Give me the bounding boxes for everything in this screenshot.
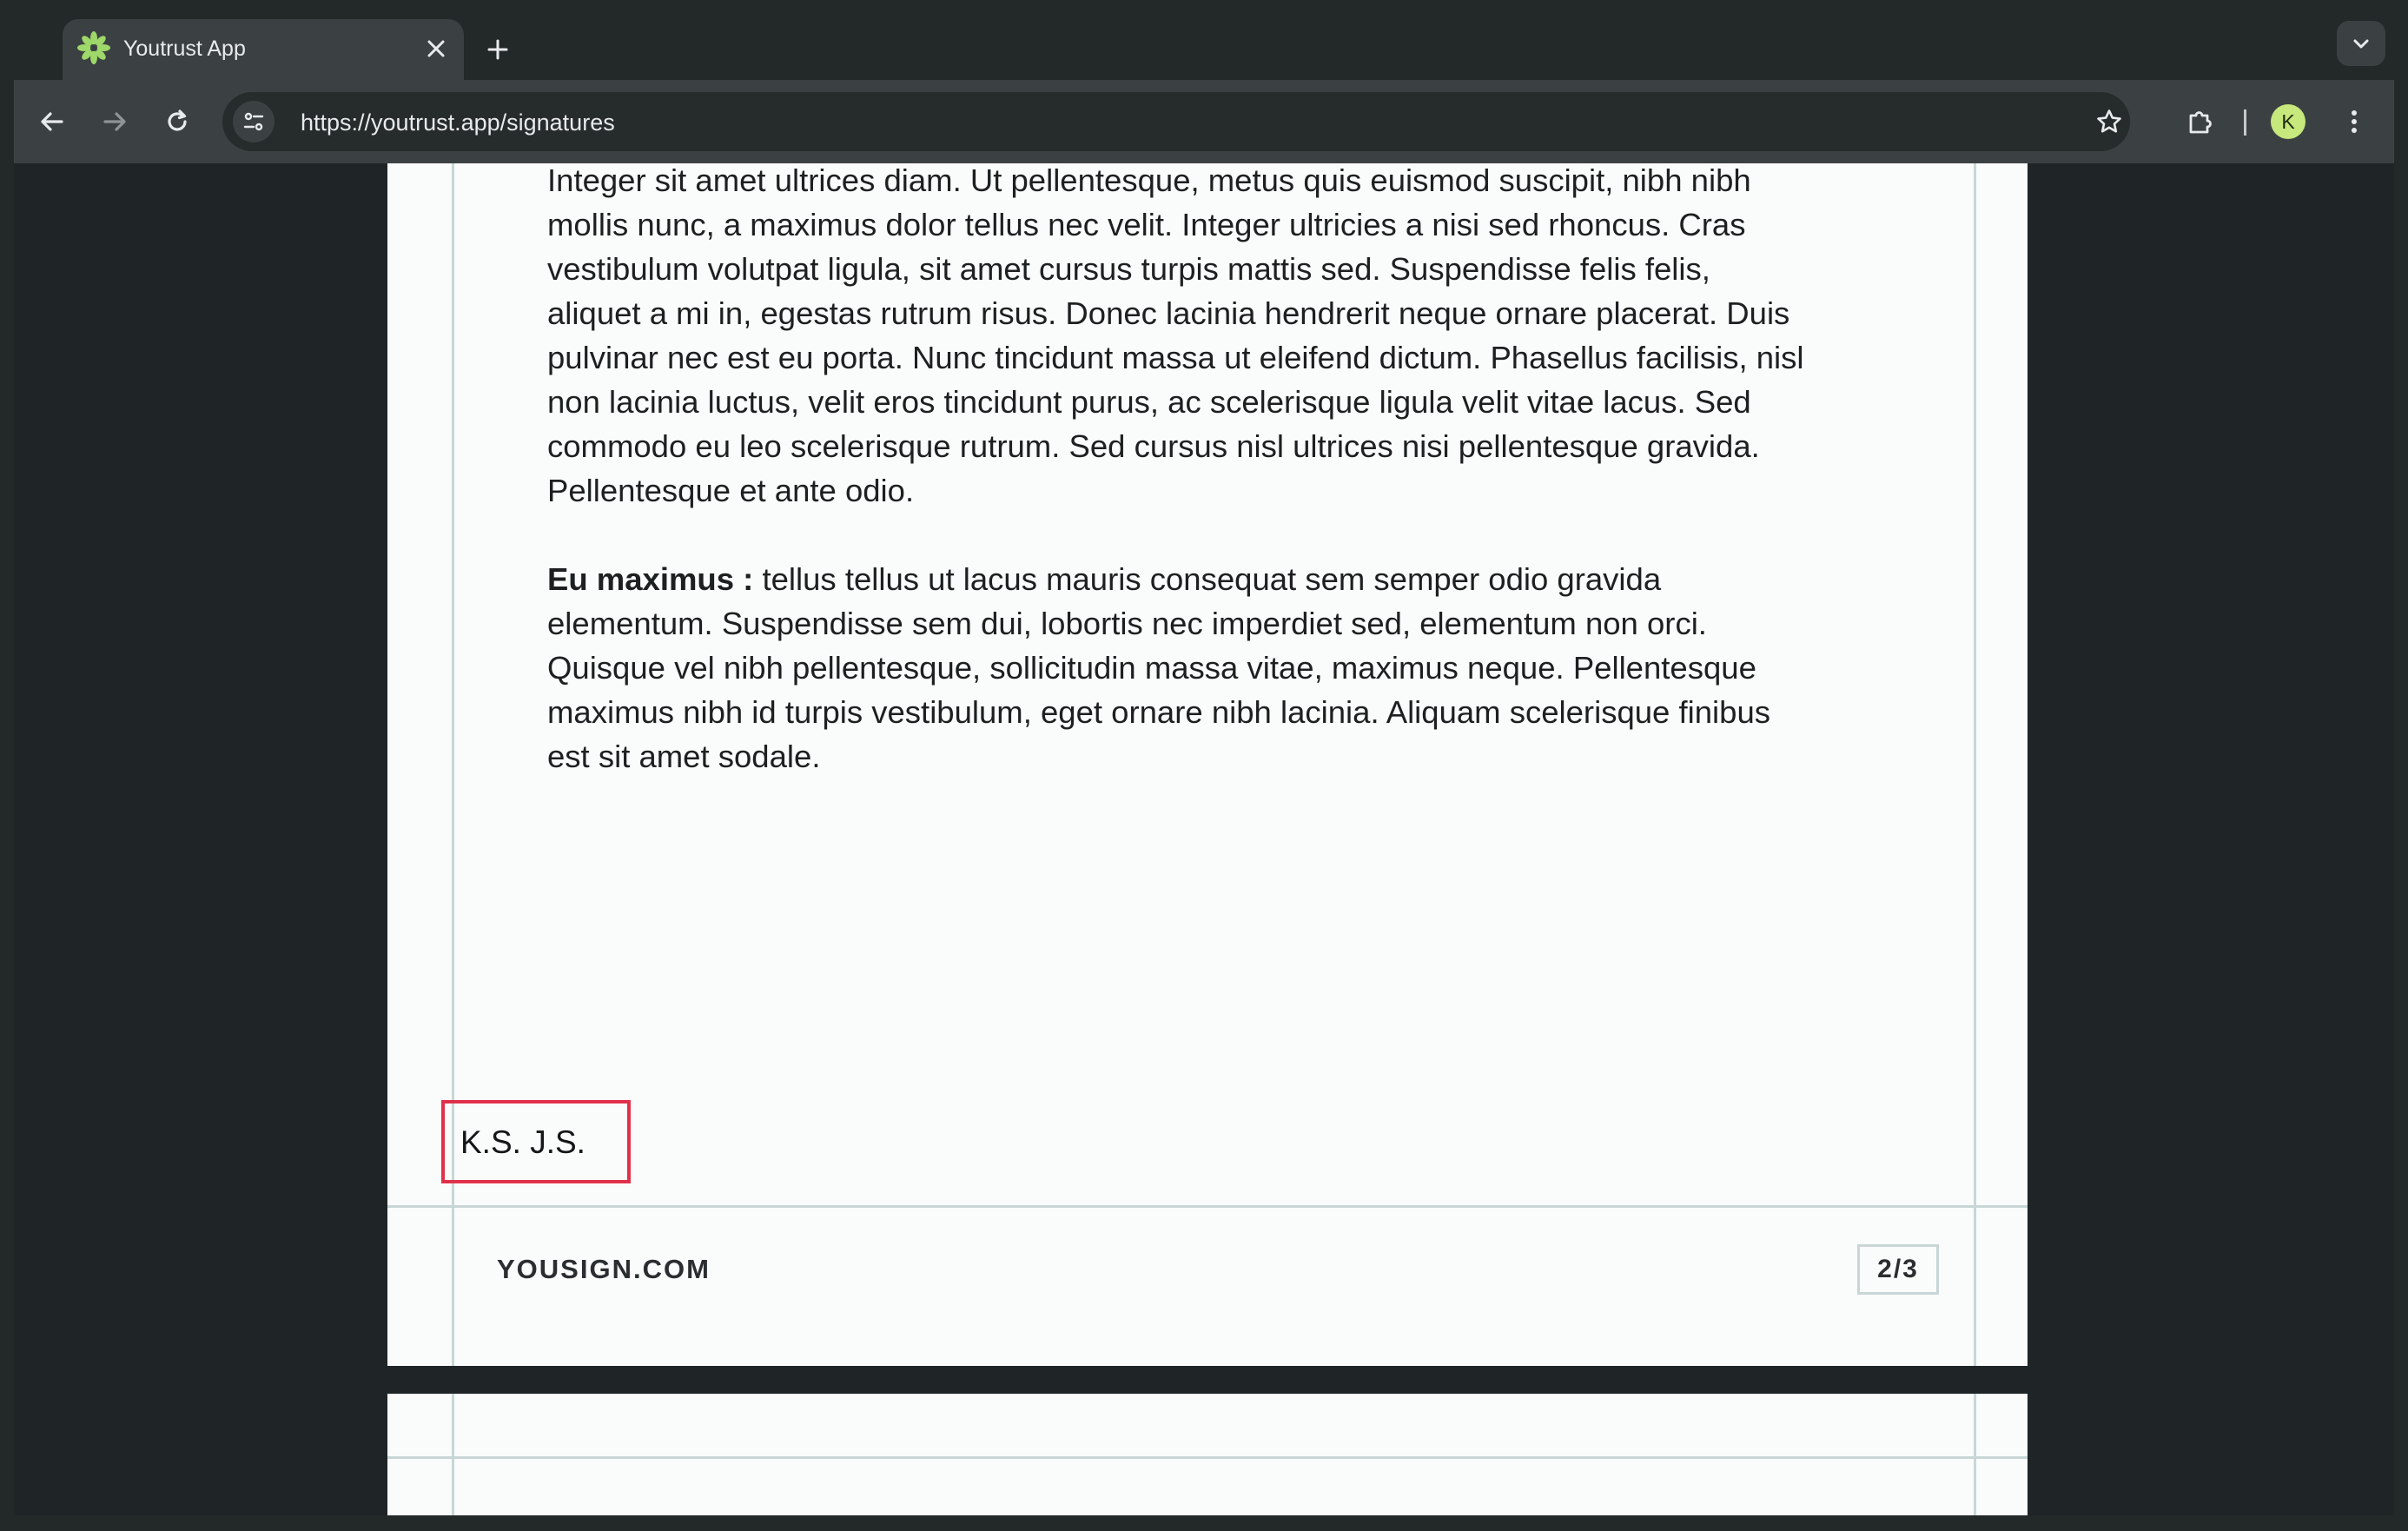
footer-brand: YOUSIGN.COM [497, 1254, 711, 1284]
initials-text: K.S. J.S. [460, 1124, 585, 1160]
paragraph-label: Eu maximus : [547, 561, 754, 597]
tab-title: Youtrust App [123, 36, 246, 61]
browser-toolbar [14, 80, 2394, 163]
tab-strip [0, 0, 2408, 80]
url-text[interactable]: https://youtrust.app/signatures [301, 109, 615, 136]
initials-field[interactable] [441, 1100, 631, 1183]
paragraph-text: tellus tellus ut lacus mauris consequat sem semper odio gravida elementum. Suspendisse sem dui, lobortis nec imperdiet sed, elementum non orci. Quisque vel nibh pellentesque, sollicitudin massa vitae, maximus neque. Pellentesque maximus nibh id turpis vestibulum, eget ornare nibh lacinia. Aliquam scelerisque finibus est sit amet sodale. [547, 561, 1770, 774]
header-divider [387, 1456, 2028, 1459]
address-bar[interactable] [222, 92, 2130, 151]
asterisk-flower-icon [76, 30, 111, 65]
margin-guide-left [452, 1394, 454, 1515]
plus-icon[interactable] [478, 30, 518, 70]
arrow-right-icon[interactable] [94, 101, 136, 142]
tab-youtrust-app[interactable] [63, 19, 464, 80]
page-viewport[interactable] [14, 163, 2394, 1515]
document-body [547, 163, 1807, 823]
arrow-left-icon[interactable] [31, 101, 73, 142]
document-page-2 [387, 163, 2028, 1366]
avatar[interactable]: K [2271, 104, 2305, 139]
puzzle-icon[interactable] [2180, 101, 2221, 142]
kebab-menu-icon[interactable] [2333, 101, 2375, 142]
chevron-down-icon[interactable] [2337, 21, 2385, 66]
document-page-3 [387, 1394, 2028, 1515]
tune-icon[interactable] [233, 101, 275, 142]
margin-guide-left [452, 163, 454, 1366]
reload-icon[interactable] [156, 101, 198, 142]
page-number-badge: 2/3 [1857, 1244, 1939, 1295]
footer-divider [387, 1205, 2028, 1208]
margin-guide-right [1974, 163, 1976, 1366]
paragraph [547, 557, 1807, 779]
toolbar-separator [2244, 109, 2246, 136]
star-icon[interactable] [2088, 101, 2130, 142]
margin-guide-right [1974, 1394, 1976, 1515]
paragraph: Integer sit amet ultrices diam. Ut pellentesque, metus quis euismod suscipit, nibh nibh mollis nunc, a maximus dolor tellus nec velit. Integer ultricies a nisi sed rhoncus. Cras vestibulum volutpat ligula, sit amet cursus turpis mattis sed. Suspendisse felis felis, aliquet a mi in, egestas rutrum risus. Donec lacinia hendrerit neque ornare placerat. Duis pulvinar nec est eu porta. Nunc tincidunt massa ut eleifend dictum. Phasellus facilisis, nisl non lacinia luctus, velit eros tincidunt purus, ac scelerisque ligula velit vitae lacus. Sed commodo eu leo scelerisque rutrum. Sed cursus nisl ultrices nisi pellentesque gravida. Pellentesque et ante odio. [547, 163, 1804, 508]
close-icon[interactable] [419, 31, 453, 66]
